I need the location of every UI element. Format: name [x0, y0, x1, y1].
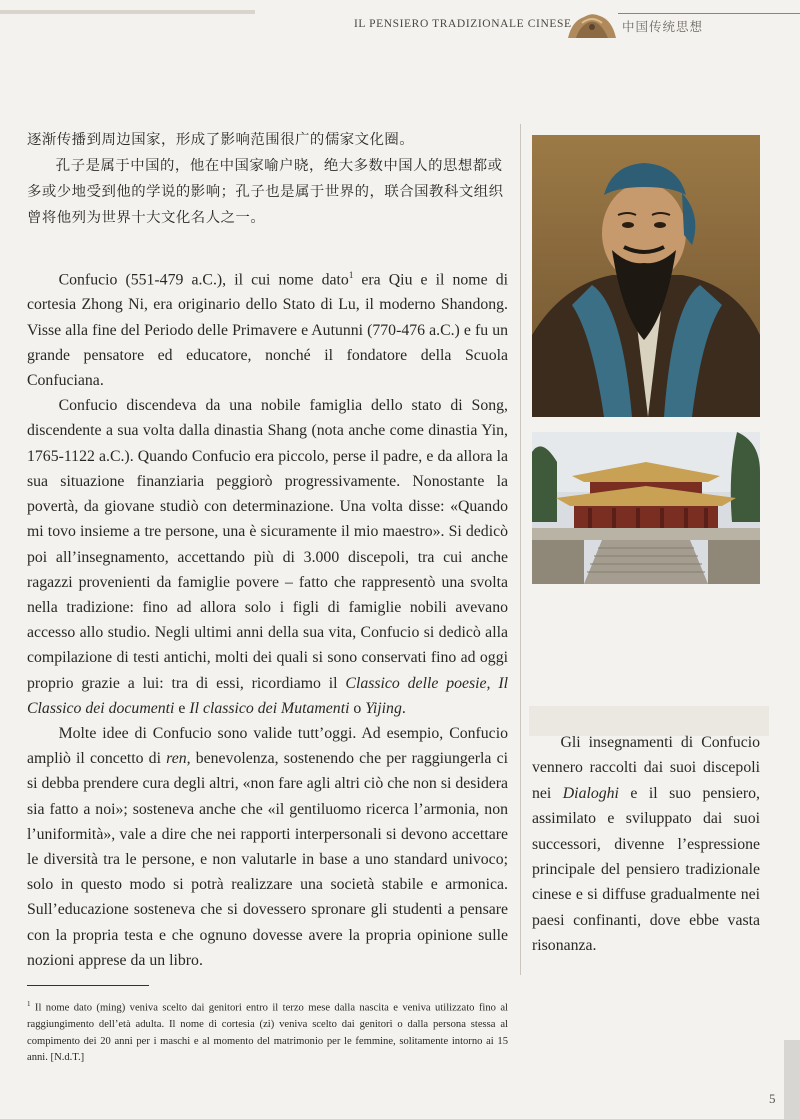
confucius-portrait-image [532, 135, 760, 417]
chinese-paragraph-2: 孔子是属于中国的，他在中国家喻户晓，绝大多数中国人的思想都或多或少地受到他的学说的影响；孔子也是属于世界的，联合国教科文组织曾将他列为世界十大文化名人之一。 [27, 158, 504, 226]
italian-paragraph-2 [27, 393, 508, 721]
column-divider [520, 124, 521, 975]
conjunction: e [174, 699, 190, 717]
footnote-text: Il nome dato (ming) veniva scelto dai genitori entro il terzo mese dalla nascita e veniva utilizzato fino al raggiungimento dell’età adulta. Il nome di cortesia (zi) veniva scelto dai genitori o dalla persona stessa al compimento dei 20 anni per i maschi e al momento del matrimonio per le femmine, solitamente intorno ai 15 anni. [N.d.T.] [27, 1002, 508, 1064]
caption-text: e il suo pensiero, assimilato e sviluppato dai suoi successori, divenne l’espressione principale del pensiero tradizionale cinese e si diffuse gradualmente nei paesi confinanti, dove ebbe vasta risonanza. [532, 784, 760, 955]
punctuation: . [401, 699, 406, 717]
term-ren: ren, [166, 750, 191, 768]
footnote-marker: 1 [27, 1000, 31, 1008]
image-caption [532, 730, 760, 959]
italian-paragraph-3 [27, 721, 508, 973]
chinese-text-block [27, 127, 517, 231]
paragraph-text: benevolenza, sostenendo che per raggiungerla ci si debba prendere cura degli altri, «non fare agli altri ciò che non si desidera sia fatto a noi»; sosteneva anche che «il gentiluomo ricerca l’armonia, non l’uniformità», vale a dire che nei rapporti interpersonali si devono accettare le diversità tra le persone, e non valutarle in base a uno standard univoco; solo in questo modo si potrà realizzare una società stabile e armonica. Sull’educazione sosteneva che si dovessero spronare gli studenti a pensare con la propria testa e che ognuno dovesse avere la propria opinione sulle nozioni apprese da un libro. [27, 750, 508, 969]
page-number: 5 [769, 1091, 776, 1106]
paragraph-text: Confucio (551-479 a.C.), il cui nome dato [58, 271, 349, 289]
running-header-latin: IL PENSIERO TRADIZIONALE CINESE [354, 18, 572, 30]
header-rule [618, 13, 800, 14]
temple-photo-image [532, 432, 760, 584]
conjunction: o [349, 699, 366, 717]
book-title: Il classico dei Mutamenti [189, 699, 350, 717]
page-edge-shade [784, 1040, 800, 1119]
caption-text: Gli insegnamenti di Confucio vennero raccolti dai suoi discepoli nei [532, 734, 760, 802]
header-top-line [0, 10, 255, 14]
italian-paragraph-1 [27, 263, 508, 393]
paragraph-text: Molte idee di Confucio sono valide tutt’oggi. Ad esempio, Confucio ampliò il concetto di [27, 724, 508, 768]
book-title: Yijing [365, 699, 402, 717]
footnote-rule [27, 985, 149, 986]
footnote [27, 996, 508, 1067]
book-title: Dialoghi [562, 784, 619, 802]
header-emblem-icon [566, 11, 618, 38]
paragraph-text: Confucio discendeva da una nobile famiglia dello stato di Song, discendente a sua volta dalla dinastia Shang (nota anche come dinastia Yin, 1765-1122 a.C.). Quando Confucio era piccolo, perse il padre, e da allora la sua situazione finanziaria peggiorò progressivamente. Nonostante la povertà, da giovane studiò con determinazione. Una volta disse: «Quando mi tovo insieme a tre persone, una è sicuramente il mio maestro». Si dedicò poi all’insegnamento, accettando più di 3.000 discepoli, tra cui anche ragazzi provenienti da famiglie povere – fatto che rappresentò una svolta nella tradizione: fino ad allora solo i figli di famiglie nobili avevano accesso allo studio. Negli ultimi anni della sua vita, Confucio si dedicò alla compilazione di testi antichi, molti dei quali si sono conservati fino ad oggi proprio grazie a lui: tra di essi, ricordiamo il [27, 397, 508, 692]
italian-text-block [27, 263, 508, 973]
running-header-chinese: 中国传统思想 [622, 19, 704, 34]
footnote-reference: 1 [348, 270, 354, 280]
chinese-paragraph-1: 逐渐传播到周边国家，形成了影响范围很广的儒家文化圈。 [27, 132, 415, 148]
paragraph-text: era Qiu e il nome di cortesia Zhong Ni, era originario dello Stato di Lu, il moderno Shandong. Visse alla fine del Periodo delle Primavere e Autunni (770-476 a.C.) e fu un grande pensatore ed educatore, nonché il fondatore della Scuola Confuciana. [27, 271, 508, 390]
book-title: Classico delle poesie, Il Classico dei documenti [27, 674, 508, 717]
